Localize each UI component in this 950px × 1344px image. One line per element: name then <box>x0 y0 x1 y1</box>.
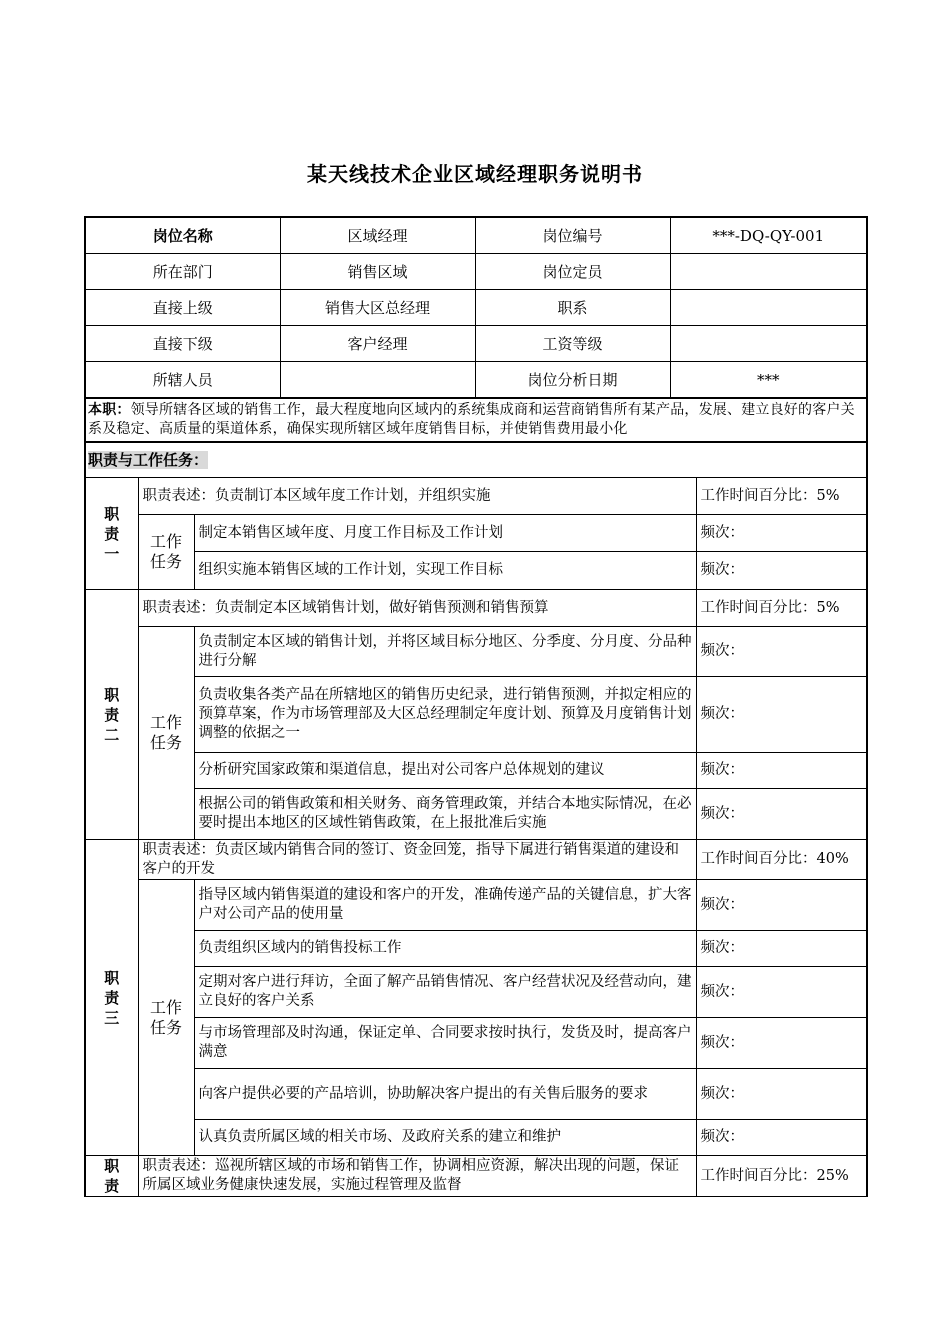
info-label: 岗位定员 <box>475 254 670 290</box>
page-title: 某天线技术企业区域经理职务说明书 <box>307 162 643 186</box>
duty-label: 职责二 <box>85 590 138 840</box>
task-text: 与市场管理部及时沟通，保证定单、合同要求按时执行，发货及时，提高客户满意 <box>194 1018 696 1069</box>
task-frequency: 频次： <box>696 677 867 753</box>
task-row <box>85 1018 867 1069</box>
duty-desc-row <box>85 1156 867 1197</box>
task-row <box>85 552 867 590</box>
summary-row <box>85 398 867 442</box>
task-text: 定期对客户进行拜访，全面了解产品销售情况、客户经营状况及经营动向，建立良好的客户关系 <box>194 967 696 1018</box>
task-text: 分析研究国家政策和渠道信息，提出对公司客户总体规划的建议 <box>194 753 696 789</box>
task-frequency: 频次： <box>696 627 867 677</box>
section-title: 职责与工作任务： <box>88 450 209 469</box>
duty-description: 职责表述：负责制订本区域年度工作计划，并组织实施 <box>138 478 696 515</box>
task-row <box>85 1069 867 1120</box>
summary-text: 领导所辖各区域的销售工作，最大程度地向区域内的系统集成商和运营商销售所有某产品，发展、建立良好的客户关系及稳定、高质量的渠道体系，确保实现所辖区域年度销售目标，并使销售费用最小化 <box>88 402 855 437</box>
duty-label: 职责一 <box>85 478 138 590</box>
task-text: 认真负责所属区域的相关市场、及政府关系的建立和维护 <box>194 1120 696 1156</box>
position-info-table <box>84 216 868 398</box>
info-value: *** <box>670 362 867 398</box>
section-header <box>85 442 867 478</box>
task-row <box>85 931 867 967</box>
duty-desc-row <box>85 840 867 880</box>
task-text: 组织实施本销售区域的工作计划，实现工作目标 <box>194 552 696 590</box>
task-frequency: 频次： <box>696 931 867 967</box>
info-row <box>85 362 867 398</box>
duty-time-percentage: 工作时间百分比：25% <box>696 1156 867 1197</box>
info-label: 所在部门 <box>85 254 280 290</box>
task-frequency: 频次： <box>696 1018 867 1069</box>
info-row <box>85 326 867 362</box>
duty-desc-row <box>85 478 867 515</box>
task-frequency: 频次： <box>696 789 867 840</box>
info-label: 岗位编号 <box>475 217 670 254</box>
task-frequency: 频次： <box>696 1069 867 1120</box>
task-text: 向客户提供必要的产品培训，协助解决客户提出的有关售后服务的要求 <box>194 1069 696 1120</box>
info-label: 直接上级 <box>85 290 280 326</box>
task-frequency: 频次： <box>696 515 867 552</box>
duties-table <box>84 397 868 1197</box>
info-label: 职系 <box>475 290 670 326</box>
duty-label: 职责 <box>85 1156 138 1197</box>
info-label: 岗位名称 <box>85 217 280 254</box>
duty-description: 职责表述：巡视所辖区域的市场和销售工作，协调相应资源，解决出现的问题，保证所属区域业务健康快速发展，实施过程管理及监督 <box>138 1156 696 1197</box>
summary-cell <box>85 398 867 442</box>
task-frequency: 频次： <box>696 880 867 931</box>
duty-description: 职责表述：负责区域内销售合同的签订、资金回笼，指导下属进行销售渠道的建设和客户的开发 <box>138 840 696 880</box>
task-row <box>85 677 867 753</box>
duty-label: 职责三 <box>85 840 138 1156</box>
task-text: 指导区域内销售渠道的建设和客户的开发，准确传递产品的关键信息，扩大客户对公司产品的使用量 <box>194 880 696 931</box>
info-value <box>280 362 475 398</box>
info-value: 客户经理 <box>280 326 475 362</box>
task-row <box>85 627 867 677</box>
info-row <box>85 217 867 254</box>
section-header-row <box>85 442 867 478</box>
summary-label: 本职： <box>88 402 131 418</box>
info-value: ***-DQ-QY-001 <box>670 217 867 254</box>
duty-time-percentage: 工作时间百分比：40% <box>696 840 867 880</box>
info-label: 直接下级 <box>85 326 280 362</box>
task-frequency: 频次： <box>696 753 867 789</box>
task-row <box>85 515 867 552</box>
info-value: 区域经理 <box>280 217 475 254</box>
task-label: 工作任务 <box>138 880 194 1156</box>
info-label: 岗位分析日期 <box>475 362 670 398</box>
task-frequency: 频次： <box>696 1120 867 1156</box>
task-label: 工作任务 <box>138 627 194 840</box>
task-row <box>85 753 867 789</box>
duty-time-percentage: 工作时间百分比：5% <box>696 590 867 627</box>
task-text: 制定本销售区域年度、月度工作目标及工作计划 <box>194 515 696 552</box>
task-row <box>85 880 867 931</box>
task-row <box>85 1120 867 1156</box>
info-value: 销售大区总经理 <box>280 290 475 326</box>
task-frequency: 频次： <box>696 552 867 590</box>
task-frequency: 频次： <box>696 967 867 1018</box>
task-row <box>85 967 867 1018</box>
info-value <box>670 290 867 326</box>
task-row <box>85 789 867 840</box>
task-text: 负责组织区域内的销售投标工作 <box>194 931 696 967</box>
info-row <box>85 254 867 290</box>
info-row <box>85 290 867 326</box>
duty-time-percentage: 工作时间百分比：5% <box>696 478 867 515</box>
info-label: 工资等级 <box>475 326 670 362</box>
info-label: 所辖人员 <box>85 362 280 398</box>
task-text: 负责制定本区域的销售计划，并将区域目标分地区、分季度、分月度、分品种进行分解 <box>194 627 696 677</box>
task-label: 工作任务 <box>138 515 194 590</box>
info-value <box>670 254 867 290</box>
duty-desc-row <box>85 590 867 627</box>
task-text: 根据公司的销售政策和相关财务、商务管理政策，并结合本地实际情况，在必要时提出本地区的区域性销售政策，在上报批准后实施 <box>194 789 696 840</box>
info-value: 销售区域 <box>280 254 475 290</box>
duty-description: 职责表述：负责制定本区域销售计划，做好销售预测和销售预算 <box>138 590 696 627</box>
info-value <box>670 326 867 362</box>
task-text: 负责收集各类产品在所辖地区的销售历史纪录，进行销售预测，并拟定相应的预算草案，作为市场管理部及大区总经理制定年度计划、预算及月度销售计划调整的依据之一 <box>194 677 696 753</box>
